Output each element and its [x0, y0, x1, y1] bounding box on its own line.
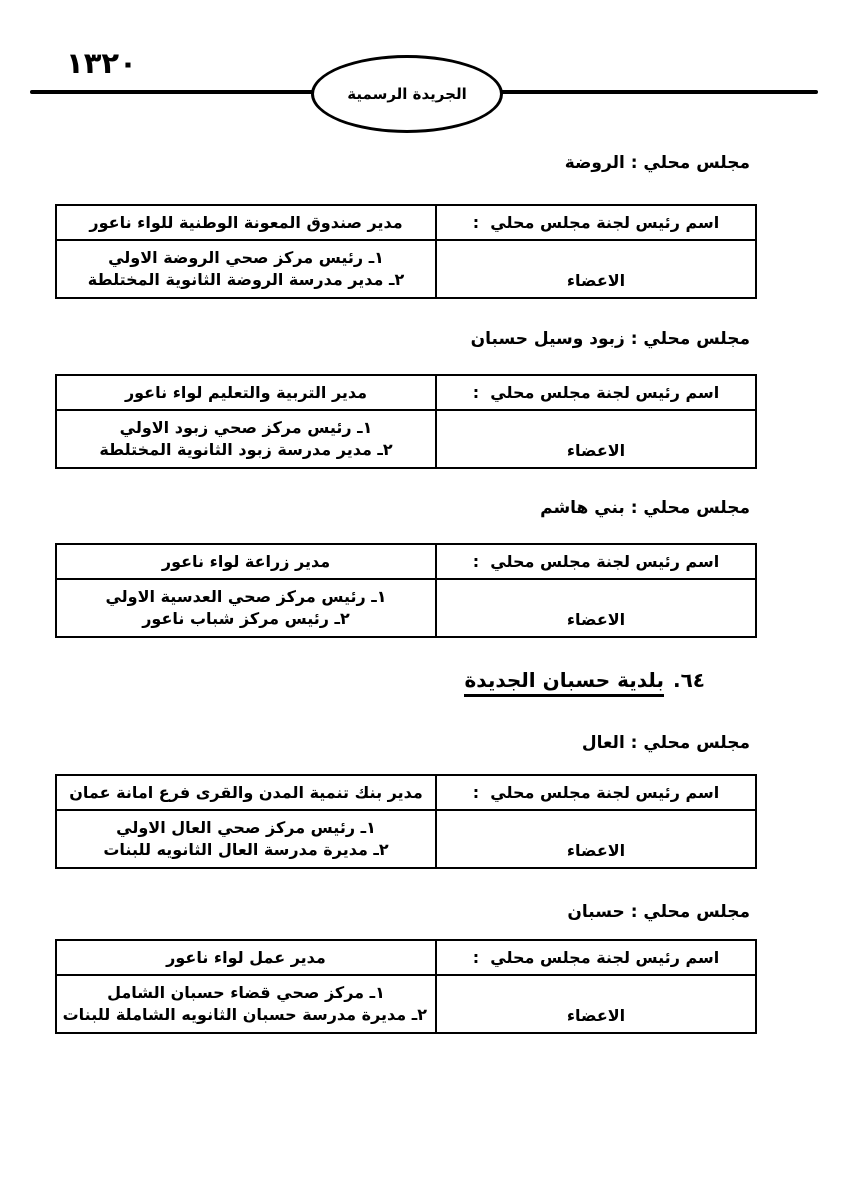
council-table-hisban	[55, 939, 757, 1034]
member-line-1: ١ـ رئيس مركز صحي زبود الاولي	[119, 418, 373, 437]
members-list-cell	[56, 810, 436, 868]
members-label-cell: الاعضاء	[436, 975, 756, 1033]
council-title-rawda: مجلس محلي : الروضة	[564, 153, 750, 173]
council-title-hisban: مجلس محلي : حسبان	[567, 902, 750, 922]
council-table-aal	[55, 774, 757, 869]
chairman-value-cell: مدير زراعة لواء ناعور	[56, 544, 436, 579]
page-number: ١٣٢٠	[66, 46, 137, 80]
members-label-cell: الاعضاء	[436, 240, 756, 298]
municipality-number: ٦٤.	[672, 668, 705, 692]
members-list-cell	[56, 975, 436, 1033]
members-list-cell	[56, 410, 436, 468]
chairman-value-cell: مدير صندوق المعونة الوطنية للواء ناعور	[56, 205, 436, 240]
members-label-cell: الاعضاء	[436, 410, 756, 468]
council-title-aal: مجلس محلي : العال	[581, 733, 750, 753]
council-title-zabud: مجلس محلي : زبود وسيل حسبان	[470, 329, 750, 349]
chairman-label-cell: اسم رئيس لجنة مجلس محلي :	[436, 940, 756, 975]
member-line-1: ١ـ رئيس مركز صحي العدسية الاولي	[105, 587, 387, 606]
chairman-value-cell: مدير التربية والتعليم لواء ناعور	[56, 375, 436, 410]
chairman-value-cell: مدير عمل لواء ناعور	[56, 940, 436, 975]
members-list-cell	[56, 240, 436, 298]
municipality-heading	[0, 663, 705, 697]
council-table-zabud	[55, 374, 757, 469]
chairman-label-cell: اسم رئيس لجنة مجلس محلي :	[436, 205, 756, 240]
member-line-2: ٢ـ مديرة مدرسة حسبان الثانويه الشاملة للبنات	[62, 1005, 427, 1024]
gazette-title: الجريدة الرسمية	[347, 85, 467, 103]
member-line-2: ٢ـ رئيس مركز شباب ناعور	[142, 609, 350, 628]
member-line-2: ٢ـ مدير مدرسة زبود الثانوية المختلطة	[99, 440, 393, 459]
member-line-1: ١ـ مركز صحي قضاء حسبان الشامل	[107, 983, 385, 1002]
members-list-cell	[56, 579, 436, 637]
municipality-title: بلدية حسبان الجديدة	[464, 668, 664, 697]
chairman-value-cell: مدير بنك تنمية المدن والقرى فرع امانة عمان	[56, 775, 436, 810]
chairman-label-cell: اسم رئيس لجنة مجلس محلي :	[436, 375, 756, 410]
members-label-cell: الاعضاء	[436, 579, 756, 637]
council-table-rawda	[55, 204, 757, 299]
member-line-2: ٢ـ مديرة مدرسة العال الثانويه للبنات	[103, 840, 389, 859]
chairman-label-cell: اسم رئيس لجنة مجلس محلي :	[436, 775, 756, 810]
member-line-1: ١ـ رئيس مركز صحي الروضة الاولي	[108, 248, 384, 267]
council-title-bani-hashem: مجلس محلي : بني هاشم	[540, 498, 750, 518]
chairman-label-cell: اسم رئيس لجنة مجلس محلي :	[436, 544, 756, 579]
member-line-1: ١ـ رئيس مركز صحي العال الاولي	[116, 818, 376, 837]
member-line-2: ٢ـ مدير مدرسة الروضة الثانوية المختلطة	[87, 270, 405, 289]
page-content	[0, 140, 850, 1034]
gazette-oval	[311, 55, 503, 133]
council-table-bani-hashem	[55, 543, 757, 638]
members-label-cell: الاعضاء	[436, 810, 756, 868]
